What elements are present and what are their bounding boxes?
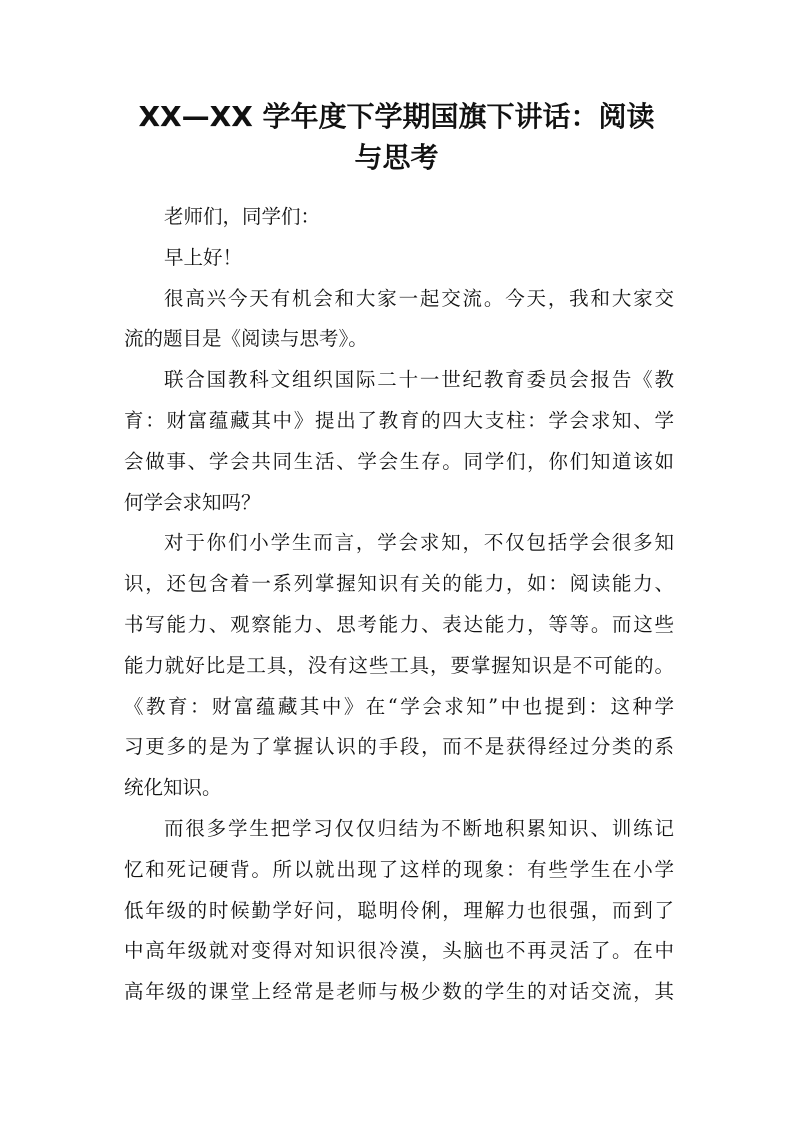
text-line: 何学会求知吗？ [124, 490, 261, 514]
document-title-line-1: XX—XX 学年度下学期国旗下讲话：阅读 [138, 100, 655, 133]
text-line: 早上好！ [164, 245, 243, 269]
text-line: 《教育：财富蕴藏其中》在“学会求知”中也提到：这种学 [124, 694, 674, 718]
paragraph [124, 523, 674, 809]
text-line: 联合国教科文组织国际二十一世纪教育委员会报告《教 [164, 368, 674, 392]
text-line: 流的题目是《阅读与思考》。 [124, 327, 368, 351]
text-line: 对于你们小学生而言，学会求知，不仅包括学会很多知 [164, 531, 674, 555]
text-line: 识，还包含着一系列掌握知识有关的能力，如：阅读能力、 [124, 572, 674, 596]
text-line: 老师们，同学们： [164, 205, 321, 228]
text-line: 低年级的时候勤学好问，聪明伶俐，理解力也很强，而到了 [124, 898, 674, 922]
paragraph [124, 279, 674, 361]
document-body [124, 197, 674, 1013]
text-line: 忆和死记硬背。所以就出现了这样的现象：有些学生在小学 [124, 857, 674, 881]
paragraph [124, 809, 674, 1013]
text-line: 能力就好比是工具，没有这些工具，要掌握知识是不可能的。 [124, 653, 674, 677]
text-line: 育：财富蕴藏其中》提出了教育的四大支柱：学会求知、学 [124, 408, 674, 432]
text-line: 会做事、学会共同生活、学会生存。同学们，你们知道该如 [124, 449, 674, 473]
paragraph [124, 197, 674, 238]
paragraph [124, 360, 674, 523]
text-line: 而很多学生把学习仅仅归结为不断地积累知识、训练记 [164, 816, 674, 840]
text-line: 习更多的是为了掌握认识的手段，而不是获得经过分类的系 [124, 735, 674, 759]
paragraph [124, 238, 674, 279]
text-line: 书写能力、观察能力、思考能力、表达能力，等等。而这些 [124, 612, 674, 636]
text-line: 高年级的课堂上经常是老师与极少数的学生的对话交流，其 [124, 980, 674, 1004]
document-title-line-2: 与思考 [354, 141, 439, 174]
text-line: 中高年级就对变得对知识很冷漠，头脑也不再灵活了。在中 [124, 939, 674, 963]
text-line: 很高兴今天有机会和大家一起交流。今天，我和大家交 [164, 286, 674, 310]
text-line: 统化知识。 [124, 776, 222, 800]
